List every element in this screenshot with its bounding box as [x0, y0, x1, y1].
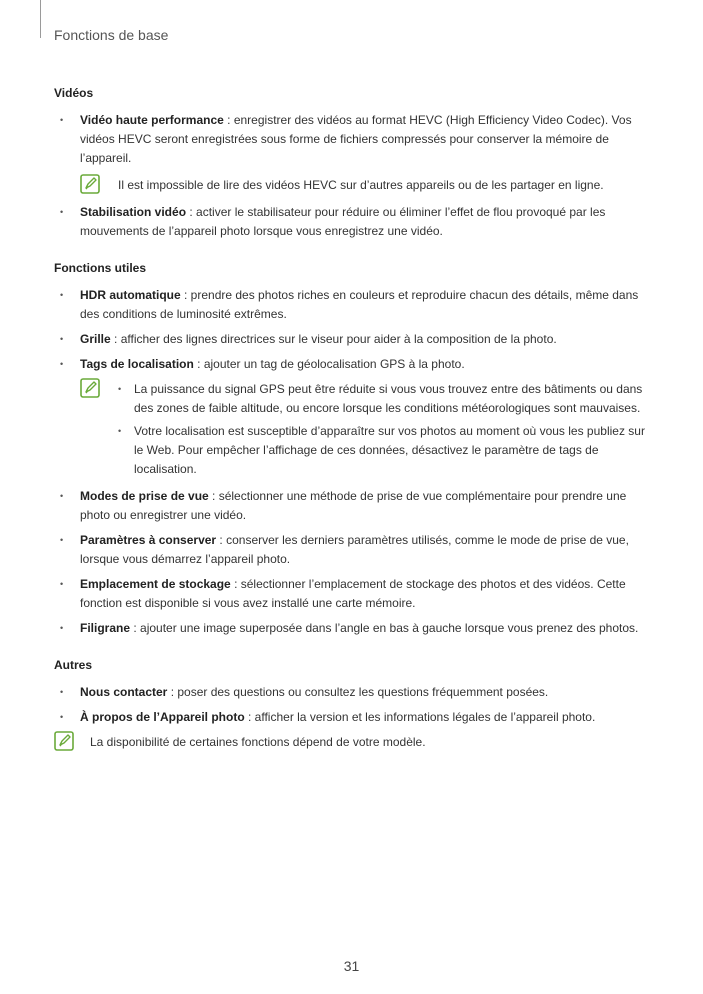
- section-title-videos: Vidéos: [54, 86, 94, 100]
- list-item: [54, 203, 649, 241]
- utiles-list: [54, 286, 649, 638]
- item-term: Modes de prise de vue: [80, 489, 209, 503]
- note-text: La disponibilité de certaines fonctions dépend de votre modèle.: [90, 735, 426, 749]
- section-title-utiles: Fonctions utiles: [54, 261, 147, 275]
- list-item: [54, 531, 649, 569]
- section-title-autres: Autres: [54, 658, 93, 672]
- list-item: [54, 355, 649, 479]
- autres-list: [54, 683, 649, 727]
- note-icon: [54, 731, 74, 751]
- item-term: Vidéo haute performance: [80, 113, 224, 127]
- page-content: [54, 84, 649, 760]
- list-item: [54, 111, 649, 195]
- note-list-item: • La puissance du signal GPS peut être réduite si vous vous trouvez entre des bâtiments ou dans des zones de faible altitude, ou encore lorsque les conditions météorologiques sont mauvaises.: [118, 380, 649, 418]
- gps-note-list: [118, 380, 649, 479]
- item-desc: : afficher la version et les informations légales de l’appareil photo.: [244, 710, 596, 724]
- header-rule: [40, 0, 41, 38]
- item-term: À propos de l’Appareil photo: [80, 710, 245, 724]
- item-desc: : prendre des photos riches en couleurs et reproduire chacun des détails, même dans des conditions de luminosité extrêmes.: [80, 288, 639, 321]
- item-term: Nous contacter: [80, 685, 168, 699]
- list-item: [54, 708, 649, 727]
- item-desc: : sélectionner une méthode de prise de vue complémentaire pour prendre une photo ou enregistrer une vidéo.: [80, 489, 627, 522]
- item-desc: : activer le stabilisateur pour réduire ou éliminer l’effet de flou provoqué par les mouvements de l’appareil photo lorsque vous enregistrez une vidéo.: [80, 205, 606, 238]
- note-list-item: • Votre localisation est susceptible d’apparaître sur vos photos au moment où vous les publiez sur le Web. Pour empêcher l’affichage de ces données, désactivez le paramètre de tags de localisation.: [118, 422, 649, 479]
- list-item: [54, 487, 649, 525]
- item-term: Stabilisation vidéo: [80, 205, 187, 219]
- item-desc: : enregistrer des vidéos au format HEVC (High Efficiency Video Codec). Vos vidéos HEVC seront enregistrées sous forme de fichiers compressés pour conserver la mémoire de l’appareil.: [80, 113, 632, 165]
- gps-note: [80, 380, 649, 479]
- note-icon: [80, 378, 100, 398]
- item-term: Tags de localisation: [80, 357, 194, 371]
- list-item: [54, 619, 649, 638]
- item-term: HDR automatique: [80, 288, 181, 302]
- item-term: Paramètres à conserver: [80, 533, 217, 547]
- note: [80, 176, 649, 195]
- item-desc: : ajouter une image superposée dans l’angle en bas à gauche lorsque vous prenez des photos.: [130, 621, 639, 635]
- note-text: Il est impossible de lire des vidéos HEVC sur d’autres appareils ou de les partager en ligne.: [118, 178, 604, 192]
- item-desc: : ajouter un tag de géolocalisation GPS à la photo.: [193, 357, 465, 371]
- page-number: 31: [343, 958, 360, 974]
- note-icon: [80, 174, 100, 194]
- item-term: Emplacement de stockage: [80, 577, 231, 591]
- item-desc: : poser des questions ou consultez les questions fréquemment posées.: [167, 685, 549, 699]
- item-desc: : conserver les derniers paramètres utilisés, comme le mode de prise de vue, lorsque vous démarrez l’appareil photo.: [80, 533, 629, 566]
- list-item: [54, 330, 649, 349]
- item-desc: : afficher des lignes directrices sur le viseur pour aider à la composition de la photo.: [110, 332, 557, 346]
- item-term: Filigrane: [80, 621, 131, 635]
- item-term: Grille: [80, 332, 111, 346]
- list-item: [54, 286, 649, 324]
- availability-note: [54, 733, 649, 752]
- videos-list: [54, 111, 649, 241]
- page-header: Fonctions de base: [54, 27, 169, 43]
- list-item: [54, 575, 649, 613]
- item-desc: : sélectionner l’emplacement de stockage des photos et des vidéos. Cette fonction est disponible si vous avez installé une carte mémoire.: [80, 577, 626, 610]
- list-item: [54, 683, 649, 702]
